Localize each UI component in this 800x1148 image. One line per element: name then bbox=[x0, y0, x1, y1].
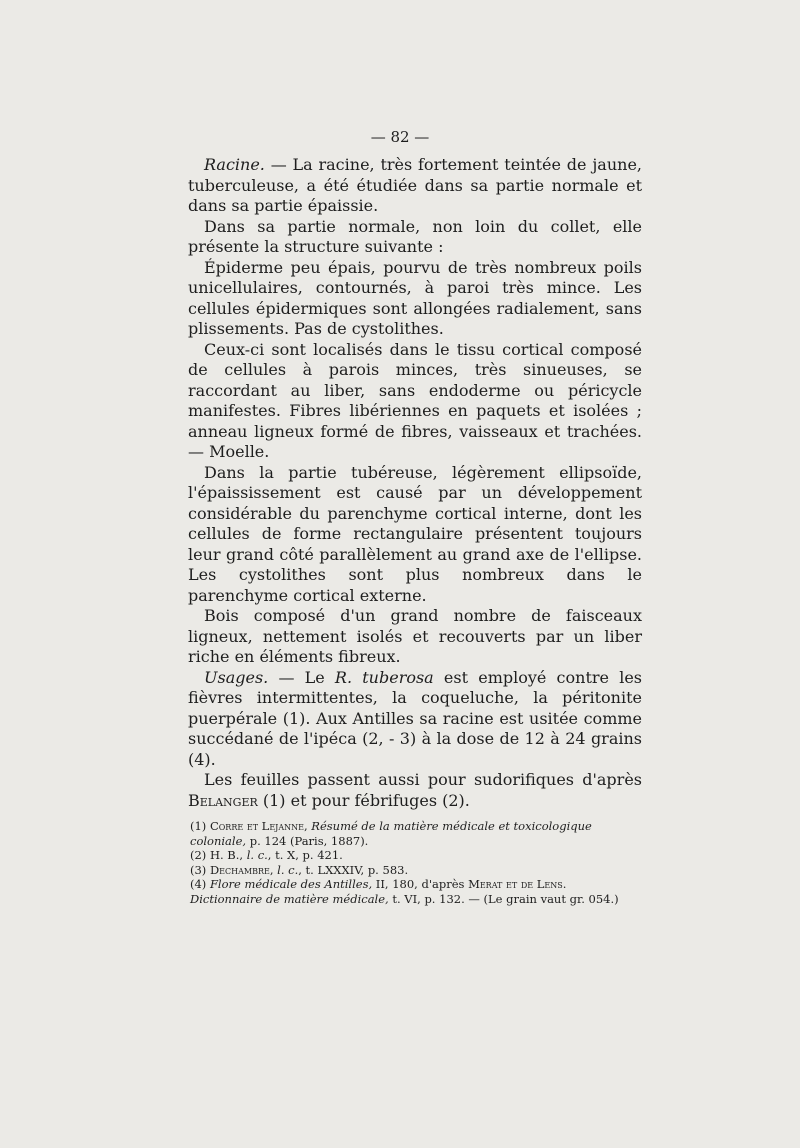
footnote-authors: Dechambre, bbox=[209, 862, 274, 877]
paragraph-cortical-tissue: Ceux-ci sont localisés dans le tissu cortical composé de cellules à parois minces, très sinueuses, se raccordant au liber, sans endoderme ou péricycle manifestes. Fibres libériennes en paquets et isolées ; anneau ligneux formé de fibres, vaisseaux et trachées. — Moelle. bbox=[188, 339, 642, 461]
footnote-marker: (1) bbox=[190, 819, 210, 833]
paragraph-epidermis: Épiderme peu épais, pourvu de très nombreux poils unicellulaires, contournés, à paroi très mince. Les cellules épidermiques sont allongées radialement, sans plissements. Pas de cystolithes. bbox=[188, 257, 642, 338]
footnote-title: l. c. bbox=[273, 862, 299, 877]
author-name: Belanger bbox=[188, 790, 258, 810]
section-heading-racine: Racine. bbox=[204, 155, 265, 174]
footnote-2 bbox=[190, 848, 642, 863]
footnote-text: II, 180, d'après bbox=[372, 877, 469, 892]
paragraph-text: est employé contre les fièvres intermittentes, la coqueluche, la péritonite puerpérale (1). Aux Antilles sa racine est usitée comme succédané de l'ipéca (2, - 3) à la dose de 12 à 24 grains (4). bbox=[188, 667, 642, 769]
footnote-marker: (4) bbox=[190, 877, 210, 892]
paragraph-wood: Bois composé d'un grand nombre de faisceaux ligneux, nettement isolés et recouverts par un liber riche en éléments fibreux. bbox=[188, 606, 642, 666]
footnote-title: l. c. bbox=[246, 848, 268, 863]
footnote-authors: Merat et de Lens. bbox=[468, 877, 567, 892]
footnote-3 bbox=[190, 863, 642, 878]
paragraph-text: — Le bbox=[268, 667, 335, 687]
paragraph-text: — La racine, très fortement teintée de jaune, tuberculeuse, a été étudiée dans sa partie normale et dans sa partie épaissie. bbox=[188, 155, 642, 215]
footnote-text: (2) H. B., bbox=[190, 848, 247, 863]
paragraph-text: Les feuilles passent aussi pour sudorifiques d'après bbox=[204, 770, 642, 789]
footnote-1 bbox=[190, 819, 642, 848]
footnote-text: t. VI, p. 132. — (Le grain vaut gr. 054.) bbox=[388, 891, 619, 906]
paragraph-tuberous-part: Dans la partie tubéreuse, légèrement ellipsoïde, l'épaississement est causé par un développement considérable du parenchyme cortical interne, dont les cellules de forme rectangulaire présentent toujours leur grand côté parallèlement au grand axe de l'ellipse. Les cystolithes sont plus nombreux dans le parenchyme cortical externe. bbox=[188, 462, 642, 605]
paragraph-normal-part: Dans sa partie normale, non loin du collet, elle présente la structure suivante : bbox=[188, 216, 642, 256]
species-name: R. tuberosa bbox=[334, 667, 434, 687]
footnote-marker: (3) bbox=[190, 862, 210, 877]
footnotes bbox=[190, 819, 642, 907]
footnote-text: p. 124 (Paris, 1887). bbox=[246, 833, 369, 848]
footnote-title: Résumé de la matière médicale et toxicologique coloniale, bbox=[190, 819, 592, 848]
footnote-title: Flore médicale des Antilles, bbox=[209, 877, 373, 892]
body-text bbox=[188, 155, 642, 811]
page-number: — 82 — bbox=[370, 128, 430, 146]
paragraph-usages bbox=[188, 668, 642, 771]
paragraph-leaves bbox=[188, 770, 642, 811]
paragraph-text: (1) et pour fébrifuges (2). bbox=[257, 790, 470, 810]
footnote-text: , t. X, p. 421. bbox=[267, 848, 343, 863]
footnote-text: , t. LXXXIV, p. 583. bbox=[298, 862, 409, 877]
section-heading-usages: Usages. bbox=[204, 667, 269, 687]
footnote-4 bbox=[190, 877, 642, 906]
footnote-authors: Corre et Lejanne, bbox=[209, 819, 308, 833]
footnote-title: Dictionnaire de matière médicale, bbox=[190, 891, 389, 906]
paragraph-racine bbox=[188, 155, 642, 217]
